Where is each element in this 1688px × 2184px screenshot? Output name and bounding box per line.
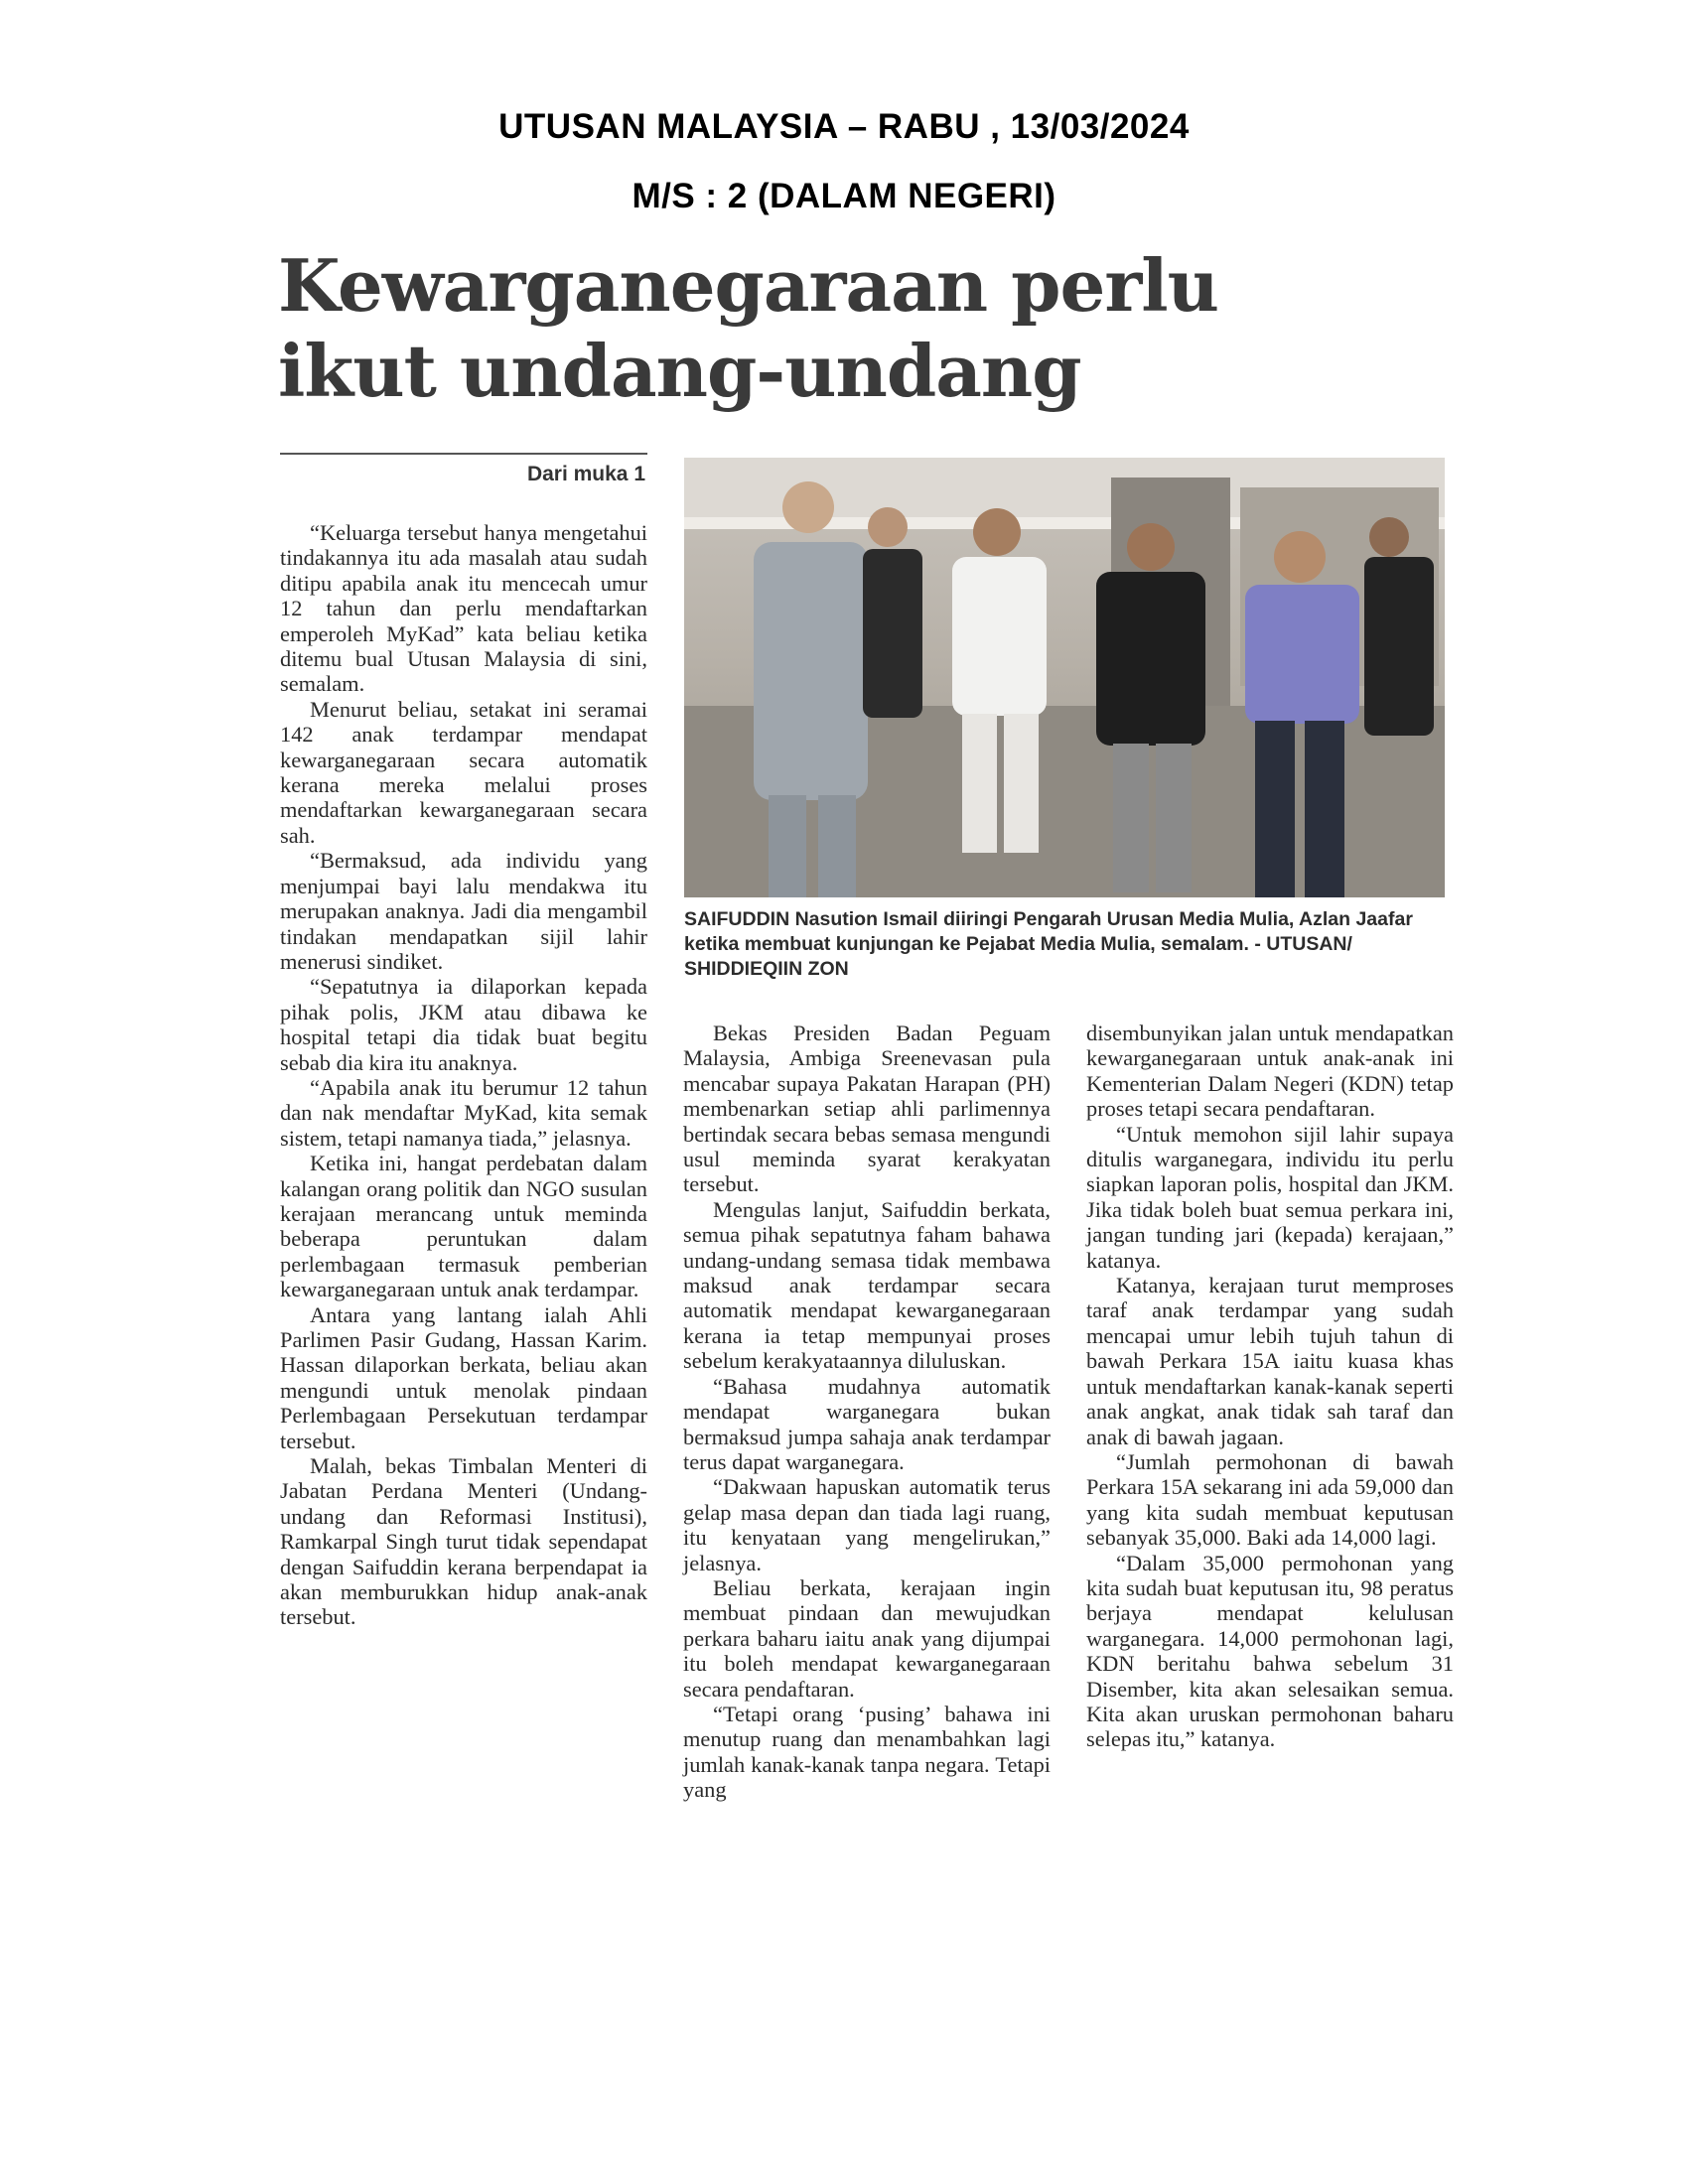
paragraph: “Untuk memohon sijil lahir supaya ditulis warganegara, individu itu perlu siapkan laporan polis, hospital dan JKM. Jika tidak boleh buat semua perkara ini, jangan tunding jari (kepada) kerajaan,” katanya. bbox=[1086, 1121, 1454, 1273]
paragraph: “Keluarga tersebut hanya mengetahui tindakannya itu ada masalah atau sudah ditipu apabila anak itu mencecah umur 12 tahun dan perlu mendaftarkan emperoleh MyKad” kata beliau ketika ditemu bual Utusan Malaysia di sini, semalam. bbox=[280, 520, 647, 697]
column-rule bbox=[280, 453, 647, 455]
paragraph: Katanya, kerajaan turut memproses taraf anak terdampar yang sudah mencapai umur lebih tujuh tahun di bawah Perkara 15A iaitu kuasa khas untuk mendaftarkan kanak-kanak seperti anak angkat, anak tidak sah taraf dan anak di bawah jagaan. bbox=[1086, 1273, 1454, 1449]
paragraph: “Dalam 35,000 permohonan yang kita sudah buat keputusan itu, 98 peratus berjaya mendapat kelulusan warganegara. 14,000 permohonan lagi, KDN beritahu bahwa sebelum 31 Disember, kita akan selesaikan semua. Kita akan uruskan permohonan baharu selepas itu,” katanya. bbox=[1086, 1550, 1454, 1752]
paragraph: “Bahasa mudahnya automatik mendapat warganegara bukan bermaksud jumpa sahaja anak terdampar terus dapat warganegara. bbox=[683, 1373, 1051, 1474]
page-section-label: M/S : 2 (DALAM NEGERI) bbox=[632, 177, 1056, 215]
article-headline: Kewarganegaraan perlu ikut undang-undang bbox=[278, 243, 1218, 413]
paragraph: “Tetapi orang ‘pusing’ bahawa ini menutup ruang dan menambahkan lagi jumlah kanak-kanak tanpa negara. Tetapi yang bbox=[683, 1701, 1051, 1803]
paragraph: Beliau berkata, kerajaan ingin membuat pindaan dan mewujudkan perkara baharu iaitu anak yang dijumpai itu boleh mendapat kewarganegaraan secara pendaftaran. bbox=[683, 1574, 1051, 1702]
paragraph: “Sepatutnya ia dilaporkan kepada pihak polis, JKM atau dibawa ke hospital tetapi dia tidak buat begitu sebab dia kira itu anaknya. bbox=[280, 974, 647, 1075]
news-photo bbox=[684, 458, 1445, 897]
article-column-3 bbox=[1086, 1021, 1454, 1752]
paragraph: “Apabila anak itu berumur 12 tahun dan nak mendaftar MyKad, kita semak sistem, tetapi namanya tiada,” jelasnya. bbox=[280, 1074, 647, 1151]
photo-caption: SAIFUDDIN Nasution Ismail diiringi Pengarah Urusan Media Mulia, Azlan Jaafar ketika membuat kunjungan ke Pejabat Media Mulia, semalam. - UTUSAN/ SHIDDIEQIIN ZON bbox=[684, 908, 1413, 980]
paragraph: Bekas Presiden Badan Peguam Malaysia, Ambiga Sreenevasan pula mencabar supaya Pakatan Harapan (PH) membenarkan setiap ahli parlimennya bertindak secara bebas semasa mengundi usul meminda syarat kerakyatan tersebut. bbox=[683, 1021, 1051, 1197]
article-column-2 bbox=[683, 1021, 1051, 1803]
continued-from-label: Dari muka 1 bbox=[526, 463, 645, 485]
paragraph: disembunyikan jalan untuk mendapatkan kewarganegaraan untuk anak-anak ini Kementerian Dalam Negeri (KDN) tetap proses tetapi secara pendaftaran. bbox=[1086, 1021, 1454, 1122]
paragraph: Antara yang lantang ialah Ahli Parlimen Pasir Gudang, Hassan Karim. Hassan dilaporkan berkata, beliau akan mengundi untuk menolak pindaan Perlembagaan Persekutuan terdampar tersebut. bbox=[280, 1301, 647, 1453]
paragraph: Menurut beliau, setakat ini seramai 142 anak terdampar mendapat kewarganegaraan secara automatik kerana mereka melalui proses mendaftarkan kewarganegaraan secara sah. bbox=[280, 696, 647, 848]
paragraph: Malah, bekas Timbalan Menteri di Jabatan Perdana Menteri (Undang-undang dan Reformasi Institusi), Ramkarpal Singh turut tidak sependapat dengan Saifuddin kerana berpendapat ia akan memburukkan hidup anak-anak tersebut. bbox=[280, 1453, 647, 1630]
photo-illustration bbox=[684, 458, 1445, 897]
paragraph: “Jumlah permohonan di bawah Perkara 15A sekarang ini ada 59,000 dan yang kita sudah membuat keputusan sebanyak 35,000. Baki ada 14,000 lagi. bbox=[1086, 1448, 1454, 1551]
paragraph: “Bermaksud, ada individu yang menjumpai bayi lalu mendakwa itu merupakan anaknya. Jadi dia mengambil tindakan mendapatkan sijil lahir menerusi sindiket. bbox=[280, 848, 647, 974]
paragraph: Mengulas lanjut, Saifuddin berkata, semua pihak sepatutnya faham bahawa undang-undang semasa tidak membawa maksud anak terdampar secara automatik mendapat kewarganegaraan kerana ia tetap mempunyai proses sebelum kerakyataannya diluluskan. bbox=[683, 1196, 1051, 1374]
paragraph: “Dakwaan hapuskan automatik terus gelap masa depan dan tiada lagi ruang, itu kenyataan yang mengelirukan,” jelasnya. bbox=[683, 1474, 1051, 1575]
article-column-1 bbox=[280, 520, 647, 1630]
paragraph: Ketika ini, hangat perdebatan dalam kalangan orang politik dan NGO susulan kerajaan merancang untuk meminda beberapa peruntukan dalam perlembagaan termasuk pemberian kewarganegaraan untuk anak terdampar. bbox=[280, 1151, 647, 1302]
publication-dateline: UTUSAN MALAYSIA – RABU , 13/03/2024 bbox=[498, 107, 1190, 146]
